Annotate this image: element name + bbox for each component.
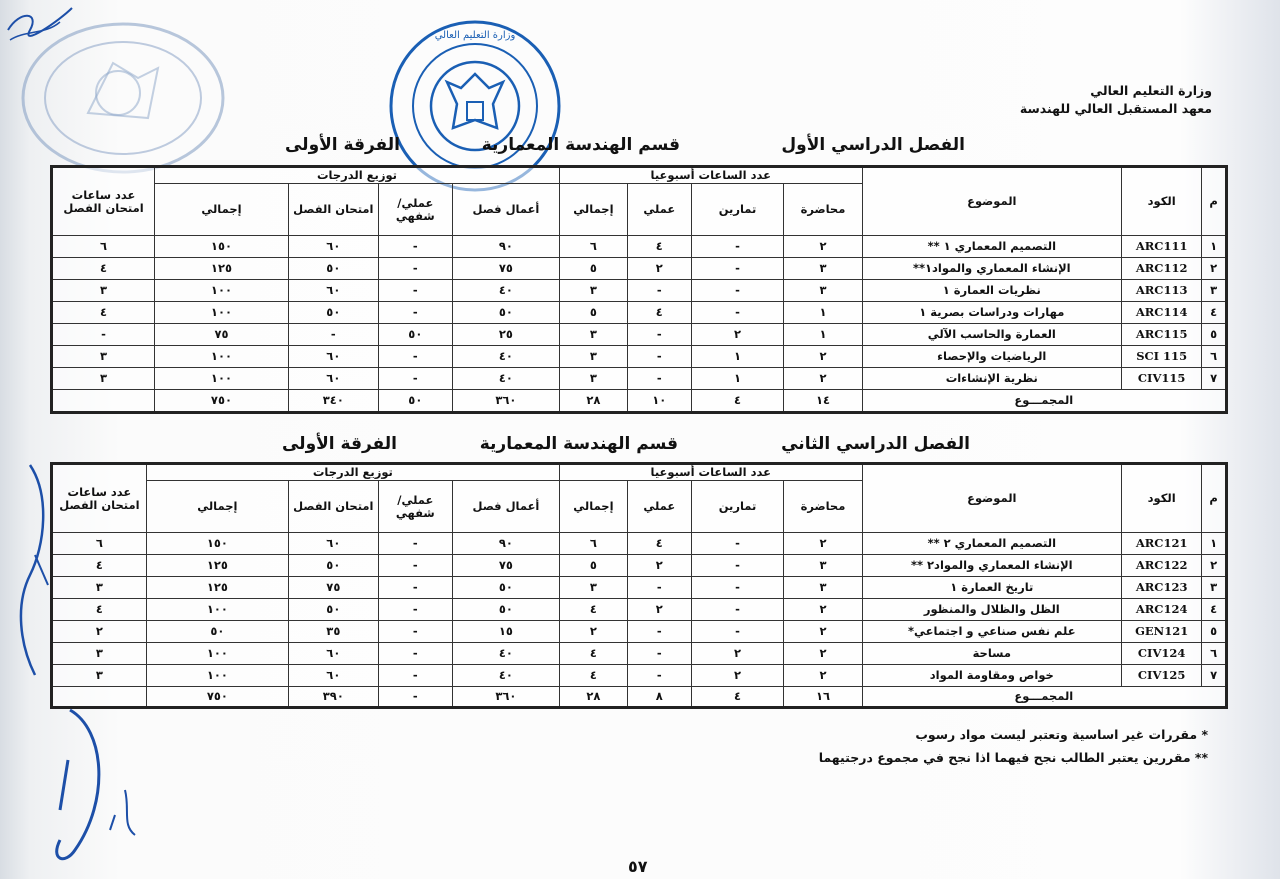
col-exam-hours: عدد ساعات امتحان الفصل bbox=[52, 464, 147, 533]
cell-oral: - bbox=[378, 280, 452, 302]
col-code: الكود bbox=[1122, 464, 1202, 533]
cell-hours-total: ٦ bbox=[559, 533, 627, 555]
cell-code: ARC112 bbox=[1122, 258, 1202, 280]
total-exercises: ٤ bbox=[691, 687, 784, 708]
col-exercises: تمارين bbox=[691, 481, 784, 533]
cell-coursework: ٤٠ bbox=[452, 665, 559, 687]
cell-coursework: ٤٠ bbox=[452, 643, 559, 665]
cell-grades-total: ١٠٠ bbox=[146, 665, 288, 687]
cell-m: ٤ bbox=[1202, 302, 1227, 324]
col-weekly-hours: عدد الساعات أسبوعيا bbox=[559, 167, 862, 184]
cell-code: ARC111 bbox=[1122, 236, 1202, 258]
total-coursework: ٣٦٠ bbox=[452, 390, 559, 413]
ministry-name: وزارة التعليم العالي bbox=[1090, 83, 1212, 98]
total-label: المجمـــوع bbox=[862, 687, 1226, 708]
cell-exercises: ١ bbox=[691, 368, 784, 390]
semester2-table bbox=[50, 462, 1228, 709]
cell-lecture: ٢ bbox=[784, 346, 862, 368]
cell-subject: الرياضيات والإحصاء bbox=[862, 346, 1121, 368]
col-grade-dist: توزيع الدرجات bbox=[146, 464, 559, 481]
cell-hours-total: ٤ bbox=[559, 665, 627, 687]
cell-oral: - bbox=[378, 533, 452, 555]
cell-exam-hours: ٤ bbox=[52, 258, 155, 280]
total-practical: ٨ bbox=[627, 687, 691, 708]
cell-code: ARC124 bbox=[1122, 599, 1202, 621]
cell-exam-hours: ٣ bbox=[52, 280, 155, 302]
cell-final-exam: ٦٠ bbox=[288, 236, 378, 258]
col-lecture: محاضرة bbox=[784, 481, 862, 533]
cell-m: ٥ bbox=[1202, 324, 1227, 346]
cell-exercises: - bbox=[691, 280, 784, 302]
semester1-year: الفرقة الأولى bbox=[284, 135, 400, 155]
cell-practical: ٤ bbox=[627, 302, 691, 324]
cell-hours-total: ٣ bbox=[559, 280, 627, 302]
cell-exam-hours: ٦ bbox=[52, 236, 155, 258]
total-oral: - bbox=[378, 687, 452, 708]
cell-coursework: ٩٠ bbox=[452, 236, 559, 258]
cell-subject: التصميم المعماري ١ ** bbox=[862, 236, 1121, 258]
cell-grades-total: ١٠٠ bbox=[146, 643, 288, 665]
cell-oral: - bbox=[378, 599, 452, 621]
cell-exercises: ٢ bbox=[691, 643, 784, 665]
cell-subject: مهارات ودراسات بصرية ١ bbox=[862, 302, 1121, 324]
cell-exercises: - bbox=[691, 236, 784, 258]
cell-lecture: ٢ bbox=[784, 236, 862, 258]
cell-grades-total: ١٥٠ bbox=[155, 236, 289, 258]
cell-exercises: - bbox=[691, 533, 784, 555]
bottom-left-signature bbox=[30, 700, 170, 870]
table-row bbox=[52, 258, 1227, 280]
cell-exercises: - bbox=[691, 599, 784, 621]
cell-exam-hours: ٣ bbox=[52, 368, 155, 390]
cell-subject: نظريات العمارة ١ bbox=[862, 280, 1121, 302]
cell-exam-hours: ٤ bbox=[52, 302, 155, 324]
table-row bbox=[52, 302, 1227, 324]
cell-hours-total: ٥ bbox=[559, 258, 627, 280]
cell-code: ARC115 bbox=[1122, 324, 1202, 346]
cell-final-exam: ٥٠ bbox=[288, 555, 378, 577]
col-hours-total: إجمالي bbox=[559, 481, 627, 533]
col-weekly-hours: عدد الساعات أسبوعيا bbox=[559, 464, 862, 481]
cell-lecture: ٢ bbox=[784, 533, 862, 555]
cell-final-exam: ٥٠ bbox=[288, 258, 378, 280]
cell-oral: - bbox=[378, 302, 452, 324]
total-exam-hours bbox=[52, 390, 155, 413]
cell-code: ARC113 bbox=[1122, 280, 1202, 302]
total-grades-total: ٧٥٠ bbox=[146, 687, 288, 708]
cell-code: ARC121 bbox=[1122, 533, 1202, 555]
cell-final-exam: ٥٠ bbox=[288, 599, 378, 621]
cell-m: ٦ bbox=[1202, 346, 1227, 368]
cell-oral: - bbox=[378, 665, 452, 687]
col-m: م bbox=[1202, 464, 1227, 533]
cell-final-exam: ٣٥ bbox=[288, 621, 378, 643]
cell-lecture: ٢ bbox=[784, 665, 862, 687]
cell-m: ٤ bbox=[1202, 599, 1227, 621]
table-row bbox=[52, 346, 1227, 368]
cell-practical: ٤ bbox=[627, 533, 691, 555]
cell-hours-total: ٢ bbox=[559, 621, 627, 643]
col-grade-dist: توزيع الدرجات bbox=[155, 167, 560, 184]
col-grades-total: إجمالي bbox=[146, 481, 288, 533]
cell-exam-hours: ٤ bbox=[52, 555, 147, 577]
table-row bbox=[52, 665, 1227, 687]
semester1-department: قسم الهندسة المعمارية bbox=[481, 135, 680, 155]
cell-lecture: ٣ bbox=[784, 258, 862, 280]
institute-name: معهد المستقبل العالي للهندسة bbox=[1019, 101, 1212, 116]
page-number: ٥٧ bbox=[628, 857, 648, 876]
table-row bbox=[52, 599, 1227, 621]
cell-coursework: ٥٠ bbox=[452, 302, 559, 324]
cell-practical: ٤ bbox=[627, 236, 691, 258]
cell-exam-hours: ٣ bbox=[52, 346, 155, 368]
cell-exam-hours: - bbox=[52, 324, 155, 346]
cell-m: ٥ bbox=[1202, 621, 1227, 643]
cell-lecture: ٣ bbox=[784, 577, 862, 599]
cell-final-exam: ٦٠ bbox=[288, 368, 378, 390]
semester1-title: الفصل الدراسي الأول bbox=[781, 135, 965, 155]
col-oral: عملي/ شفهي bbox=[378, 184, 452, 236]
total-row bbox=[52, 687, 1227, 708]
semester2-title: الفصل الدراسي الثاني bbox=[781, 434, 970, 454]
cell-practical: ٢ bbox=[627, 258, 691, 280]
cell-code: ARC114 bbox=[1122, 302, 1202, 324]
cell-final-exam: ٦٠ bbox=[288, 643, 378, 665]
cell-final-exam: - bbox=[288, 324, 378, 346]
cell-oral: - bbox=[378, 236, 452, 258]
col-grades-total: إجمالي bbox=[155, 184, 289, 236]
cell-oral: - bbox=[378, 346, 452, 368]
cell-coursework: ٧٥ bbox=[452, 258, 559, 280]
cell-oral: - bbox=[378, 643, 452, 665]
cell-hours-total: ٣ bbox=[559, 324, 627, 346]
cell-grades-total: ١٠٠ bbox=[155, 280, 289, 302]
total-hours-total: ٢٨ bbox=[559, 390, 627, 413]
total-final-exam: ٣٤٠ bbox=[288, 390, 378, 413]
cell-hours-total: ٤ bbox=[559, 599, 627, 621]
total-label: المجمـــوع bbox=[862, 390, 1226, 413]
cell-exam-hours: ٣ bbox=[52, 577, 147, 599]
total-exercises: ٤ bbox=[691, 390, 784, 413]
col-hours-total: إجمالي bbox=[559, 184, 627, 236]
cell-m: ١ bbox=[1202, 533, 1227, 555]
cell-coursework: ٢٥ bbox=[452, 324, 559, 346]
col-exercises: تمارين bbox=[691, 184, 784, 236]
cell-subject: مساحة bbox=[862, 643, 1121, 665]
cell-grades-total: ١٠٠ bbox=[155, 302, 289, 324]
col-practical: عملي bbox=[627, 481, 691, 533]
cell-grades-total: ١٠٠ bbox=[155, 368, 289, 390]
col-final-exam: امتحان الفصل bbox=[288, 481, 378, 533]
cell-exercises: - bbox=[691, 621, 784, 643]
cell-subject: الإنشاء المعماري والمواد٢ ** bbox=[862, 555, 1121, 577]
cell-m: ٢ bbox=[1202, 555, 1227, 577]
cell-hours-total: ٣ bbox=[559, 577, 627, 599]
cell-practical: - bbox=[627, 368, 691, 390]
cell-exam-hours: ٦ bbox=[52, 533, 147, 555]
cell-subject: العمارة والحاسب الآلي bbox=[862, 324, 1121, 346]
table-row bbox=[52, 621, 1227, 643]
cell-subject: تاريخ العمارة ١ bbox=[862, 577, 1121, 599]
col-final-exam: امتحان الفصل bbox=[288, 184, 378, 236]
cell-code: SCI 115 bbox=[1122, 346, 1202, 368]
cell-final-exam: ٦٠ bbox=[288, 346, 378, 368]
cell-final-exam: ٦٠ bbox=[288, 665, 378, 687]
col-lecture: محاضرة bbox=[784, 184, 862, 236]
table-row bbox=[52, 577, 1227, 599]
cell-grades-total: ٧٥ bbox=[155, 324, 289, 346]
semester1-table bbox=[50, 165, 1228, 414]
cell-exercises: ٢ bbox=[691, 324, 784, 346]
col-code: الكود bbox=[1122, 167, 1202, 236]
cell-practical: - bbox=[627, 324, 691, 346]
cell-coursework: ٤٠ bbox=[452, 346, 559, 368]
cell-exam-hours: ٤ bbox=[52, 599, 147, 621]
table-row bbox=[52, 368, 1227, 390]
total-oral: ٥٠ bbox=[378, 390, 452, 413]
cell-subject: نظرية الإنشاءات bbox=[862, 368, 1121, 390]
total-row bbox=[52, 390, 1227, 413]
cell-m: ٣ bbox=[1202, 577, 1227, 599]
cell-hours-total: ٤ bbox=[559, 643, 627, 665]
cell-oral: ٥٠ bbox=[378, 324, 452, 346]
cell-hours-total: ٥ bbox=[559, 555, 627, 577]
cell-exam-hours: ٢ bbox=[52, 621, 147, 643]
cell-m: ٧ bbox=[1202, 665, 1227, 687]
cell-grades-total: ١٢٥ bbox=[146, 555, 288, 577]
total-coursework: ٣٦٠ bbox=[452, 687, 559, 708]
cell-grades-total: ١٠٠ bbox=[155, 346, 289, 368]
stamp-text: وزارة التعليم العالي bbox=[434, 30, 516, 41]
col-subject: الموضوع bbox=[862, 464, 1121, 533]
cell-final-exam: ٧٥ bbox=[288, 577, 378, 599]
total-lecture: ١٤ bbox=[784, 390, 862, 413]
cell-coursework: ٥٠ bbox=[452, 599, 559, 621]
cell-subject: التصميم المعماري ٢ ** bbox=[862, 533, 1121, 555]
col-oral: عملي/ شفهي bbox=[378, 481, 452, 533]
cell-subject: الظل والظلال والمنظور bbox=[862, 599, 1121, 621]
cell-hours-total: ٥ bbox=[559, 302, 627, 324]
cell-grades-total: ٥٠ bbox=[146, 621, 288, 643]
cell-practical: - bbox=[627, 621, 691, 643]
col-m: م bbox=[1202, 167, 1227, 236]
cell-lecture: ٢ bbox=[784, 621, 862, 643]
cell-coursework: ٩٠ bbox=[452, 533, 559, 555]
cell-exercises: - bbox=[691, 577, 784, 599]
cell-exam-hours: ٣ bbox=[52, 665, 147, 687]
cell-code: CIV124 bbox=[1122, 643, 1202, 665]
cell-coursework: ٧٥ bbox=[452, 555, 559, 577]
cell-exam-hours: ٣ bbox=[52, 643, 147, 665]
total-grades-total: ٧٥٠ bbox=[155, 390, 289, 413]
cell-hours-total: ٣ bbox=[559, 368, 627, 390]
cell-subject: خواص ومقاومة المواد bbox=[862, 665, 1121, 687]
cell-exercises: ٢ bbox=[691, 665, 784, 687]
cell-exercises: ١ bbox=[691, 346, 784, 368]
left-margin-signature bbox=[0, 455, 60, 685]
cell-exercises: - bbox=[691, 302, 784, 324]
total-hours-total: ٢٨ bbox=[559, 687, 627, 708]
total-lecture: ١٦ bbox=[784, 687, 862, 708]
table-row bbox=[52, 643, 1227, 665]
col-exam-hours: عدد ساعات امتحان الفصل bbox=[52, 167, 155, 236]
document-header bbox=[1020, 82, 1212, 118]
footnote-optional-courses: * مقررات غير اساسية وتعتبر ليست مواد رسوب bbox=[915, 727, 1208, 742]
cell-code: CIV125 bbox=[1122, 665, 1202, 687]
semester2-department: قسم الهندسة المعمارية bbox=[479, 434, 678, 454]
cell-coursework: ١٥ bbox=[452, 621, 559, 643]
cell-practical: - bbox=[627, 346, 691, 368]
cell-coursework: ٤٠ bbox=[452, 280, 559, 302]
cell-code: ARC122 bbox=[1122, 555, 1202, 577]
total-final-exam: ٣٩٠ bbox=[288, 687, 378, 708]
cell-m: ٦ bbox=[1202, 643, 1227, 665]
cell-final-exam: ٦٠ bbox=[288, 280, 378, 302]
cell-grades-total: ١٢٥ bbox=[155, 258, 289, 280]
table-row bbox=[52, 280, 1227, 302]
cell-practical: ٢ bbox=[627, 599, 691, 621]
cell-subject: الإنشاء المعماري والمواد١** bbox=[862, 258, 1121, 280]
semester2-year: الفرقة الأولى bbox=[281, 434, 397, 454]
cell-oral: - bbox=[378, 621, 452, 643]
cell-practical: - bbox=[627, 665, 691, 687]
cell-code: ARC123 bbox=[1122, 577, 1202, 599]
cell-exercises: - bbox=[691, 258, 784, 280]
table-row bbox=[52, 533, 1227, 555]
cell-coursework: ٥٠ bbox=[452, 577, 559, 599]
cell-hours-total: ٦ bbox=[559, 236, 627, 258]
cell-m: ١ bbox=[1202, 236, 1227, 258]
cell-exercises: - bbox=[691, 555, 784, 577]
table-row bbox=[52, 236, 1227, 258]
cell-grades-total: ١٠٠ bbox=[146, 599, 288, 621]
table-row bbox=[52, 555, 1227, 577]
cell-grades-total: ١٥٠ bbox=[146, 533, 288, 555]
cell-final-exam: ٥٠ bbox=[288, 302, 378, 324]
cell-m: ٣ bbox=[1202, 280, 1227, 302]
cell-grades-total: ١٢٥ bbox=[146, 577, 288, 599]
cell-oral: - bbox=[378, 258, 452, 280]
cell-oral: - bbox=[378, 577, 452, 599]
cell-lecture: ١ bbox=[784, 324, 862, 346]
top-left-signature bbox=[0, 0, 80, 60]
cell-lecture: ٢ bbox=[784, 368, 862, 390]
cell-subject: علم نفس صناعي و اجتماعي* bbox=[862, 621, 1121, 643]
cell-oral: - bbox=[378, 555, 452, 577]
cell-oral: - bbox=[378, 368, 452, 390]
cell-lecture: ٣ bbox=[784, 555, 862, 577]
col-practical: عملي bbox=[627, 184, 691, 236]
total-practical: ١٠ bbox=[627, 390, 691, 413]
cell-lecture: ٢ bbox=[784, 599, 862, 621]
cell-code: CIV115 bbox=[1122, 368, 1202, 390]
col-subject: الموضوع bbox=[862, 167, 1121, 236]
cell-m: ٢ bbox=[1202, 258, 1227, 280]
cell-lecture: ١ bbox=[784, 302, 862, 324]
cell-practical: - bbox=[627, 280, 691, 302]
cell-practical: ٢ bbox=[627, 555, 691, 577]
cell-practical: - bbox=[627, 643, 691, 665]
cell-coursework: ٤٠ bbox=[452, 368, 559, 390]
cell-practical: - bbox=[627, 577, 691, 599]
col-coursework: أعمال فصل bbox=[452, 184, 559, 236]
cell-hours-total: ٣ bbox=[559, 346, 627, 368]
cell-final-exam: ٦٠ bbox=[288, 533, 378, 555]
cell-m: ٧ bbox=[1202, 368, 1227, 390]
table-row bbox=[52, 324, 1227, 346]
cell-lecture: ٢ bbox=[784, 643, 862, 665]
col-coursework: أعمال فصل bbox=[452, 481, 559, 533]
cell-code: GEN121 bbox=[1122, 621, 1202, 643]
cell-lecture: ٣ bbox=[784, 280, 862, 302]
footnote-paired-courses: ** مقررين يعتبر الطالب نجح فيهما اذا نجح في مجموع درجتيهما bbox=[818, 750, 1208, 765]
